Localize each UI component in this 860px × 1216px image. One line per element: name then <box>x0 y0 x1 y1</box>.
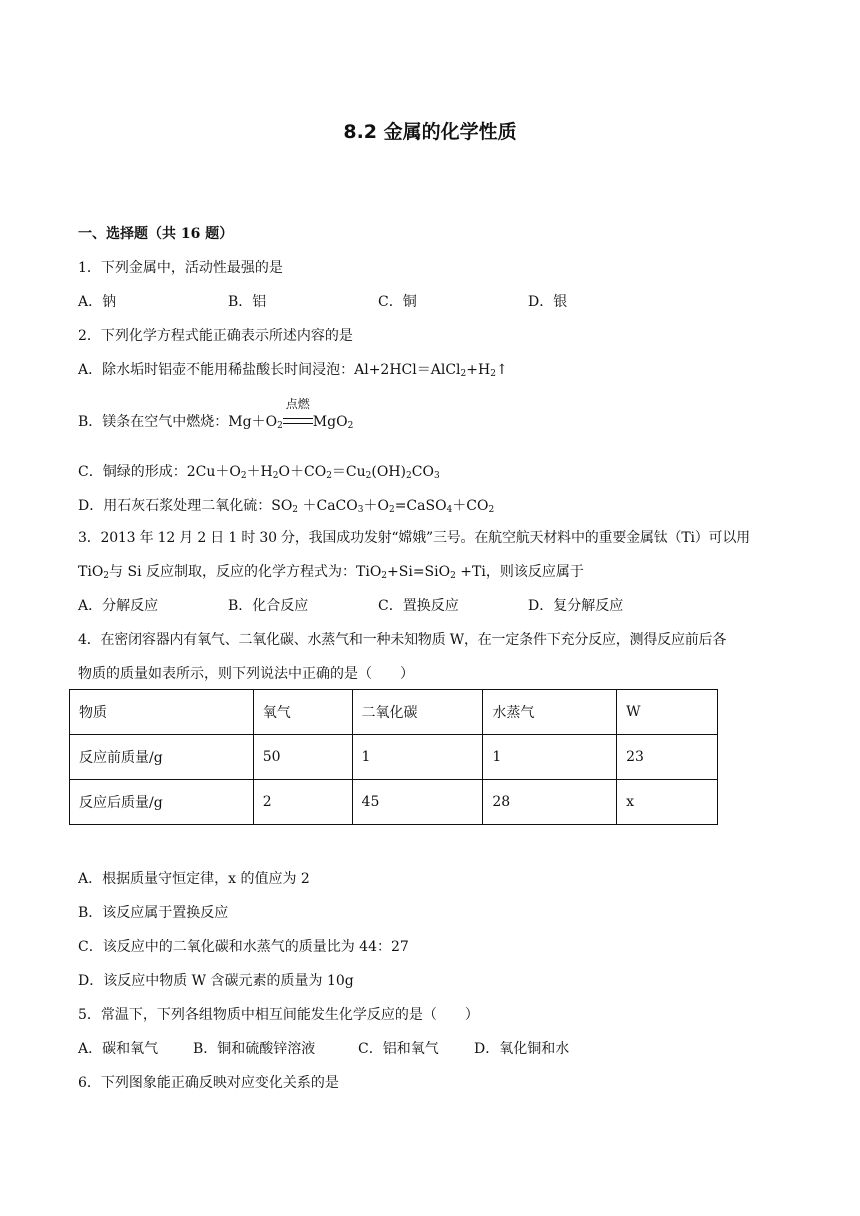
question-4-line-1: 4．在密闭容器内有氧气、二氧化碳、水蒸气和一种未知物质 W，在一定条件下充分反应，测得反应前后各 <box>78 632 727 648</box>
q3-option-b: B．化合反应 <box>228 598 309 614</box>
table-cell: 氧气 <box>253 690 352 735</box>
question-2-stem: 2．下列化学方程式能正确表示所述内容的是 <box>78 328 353 344</box>
q2-option-b: B．镁条在空气中燃烧：$Mg+O_2$ 点燃 MgO$_2$ <box>78 397 354 431</box>
q4-option-d: D．该反应中物质 W 含碳元素的质量为 10g <box>78 973 354 989</box>
table-cell: 28 <box>483 780 617 825</box>
q5-option-a: A．碳和氧气 <box>78 1041 159 1057</box>
table-cell: x <box>617 780 718 825</box>
question-1-stem: 1．下列金属中，活动性最强的是 <box>78 260 283 276</box>
q5-option-b: B．铜和硫酸锌溶液 <box>193 1041 316 1057</box>
table-row <box>70 690 718 735</box>
question-5-stem: 5．常温下，下列各组物质中相互间能发生化学反应的是（ ） <box>78 1007 479 1023</box>
q1-option-c: C．铜 <box>378 294 417 310</box>
table-cell: 反应后质量/g <box>70 780 254 825</box>
q1-option-d: D．银 <box>528 294 568 310</box>
table-cell: 物质 <box>70 690 254 735</box>
q3-option-a: A．分解反应 <box>78 598 159 614</box>
table-cell: 45 <box>352 780 483 825</box>
section-heading: 一、选择题（共 16 题） <box>78 226 234 242</box>
question-3-line-1: 3．2013 年 12 月 2 日 1 时 30 分，我国成功发射“嫦娥”三号。在航空航天材料中的重要金属钛（Ti）可以用 <box>78 530 750 546</box>
q4-option-a: A．根据质量守恒定律，x 的值应为 2 <box>78 871 310 887</box>
table-cell: 2 <box>253 780 352 825</box>
page-title: 8.2 金属的化学性质 <box>343 121 517 143</box>
question-6-stem: 6．下列图象能正确反映对应变化关系的是 <box>78 1075 339 1091</box>
q4-option-c: C．该反应中的二氧化碳和水蒸气的质量比为 44：27 <box>78 939 409 955</box>
table-cell: 反应前质量/g <box>70 735 254 780</box>
q1-option-b: B．铝 <box>228 294 267 310</box>
q2-option-d: D．用石灰石浆处理二氧化硫：$SO_2$ $+CaCO_3+O_2=CaSO_4+CO_2$ <box>78 498 495 515</box>
table-cell: 1 <box>483 735 617 780</box>
table-row <box>70 735 718 780</box>
q5-option-d: D．氧化铜和水 <box>474 1041 570 1057</box>
q3-option-c: C．置换反应 <box>378 598 459 614</box>
table-cell: 水蒸气 <box>483 690 617 735</box>
question-4-line-2: 物质的质量如表所示，则下列说法中正确的是（ ） <box>78 666 414 682</box>
q4-option-b: B．该反应属于置换反应 <box>78 905 229 921</box>
table-cell: 50 <box>253 735 352 780</box>
table-cell: 23 <box>617 735 718 780</box>
q3-option-d: D．复分解反应 <box>528 598 624 614</box>
table-cell: 二氧化碳 <box>352 690 483 735</box>
q2-option-a: A．除水垢时铝壶不能用稀盐酸长时间浸泡：$Al+2HCl=AlCl_2+H_2↑$ <box>78 362 508 379</box>
question-3-line-2: TiO$_2$与 Si 反应制取，反应的化学方程式为：TiO$_2$+Si=SiO$_2$ +Ti，则该反应属于 <box>78 564 584 581</box>
table-row <box>70 780 718 825</box>
q1-option-a: A．钠 <box>78 294 117 310</box>
table-cell: W <box>617 690 718 735</box>
table-cell: 1 <box>352 735 483 780</box>
q2-option-c: C．铜绿的形成：$2Cu+O_2+H_2O+CO_2=Cu_2(OH)_2CO_3$ <box>78 464 440 481</box>
mass-table <box>69 689 718 825</box>
q5-option-c: C．铝和氧气 <box>358 1041 439 1057</box>
reaction-condition-sign: 点燃 <box>283 412 313 426</box>
